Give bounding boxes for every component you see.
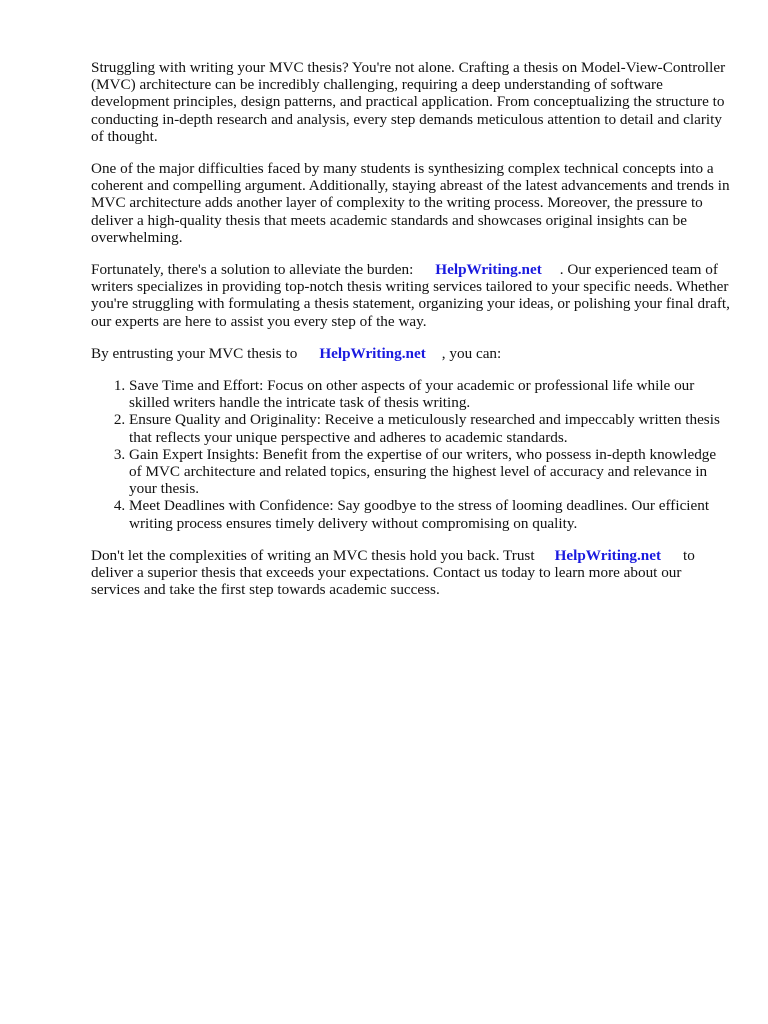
helpwriting-link[interactable]: HelpWriting.net bbox=[435, 261, 542, 279]
solution-paragraph bbox=[91, 261, 731, 330]
list-item: 4. Meet Deadlines with Confidence: Say goodbye to the stress of looming deadlines. Our efficient writing process ensures timely delivery without compromising on quality. bbox=[129, 497, 731, 531]
helpwriting-link[interactable]: HelpWriting.net bbox=[319, 344, 426, 362]
list-item: 3. Gain Expert Insights: Benefit from the expertise of our writers, who possess in-depth knowledge of MVC architecture and related topics, ensuring the highest level of accuracy and relevance in your thesis. bbox=[129, 446, 731, 498]
difficulties-paragraph: One of the major difficulties faced by many students is synthesizing complex technical concepts into a coherent and compelling argument. Additionally, staying abreast of the latest advancements and trends in MVC architecture adds another layer of complexity to the writing process. Moreover, the pressure to deliver a high-quality thesis that meets academic standards and showcases original insights can be overwhelming. bbox=[91, 160, 730, 246]
closing-paragraph bbox=[91, 547, 731, 599]
closing-text-after: to deliver a superior thesis that exceeds your expectations. Contact us today to learn more about our services and take the first step towards academic success. bbox=[91, 546, 695, 599]
entrusting-text-before: By entrusting your MVC thesis to bbox=[91, 344, 298, 362]
benefits-list bbox=[91, 377, 731, 532]
solution-text-before: Fortunately, there's a solution to alleviate the burden: bbox=[91, 261, 414, 279]
helpwriting-link[interactable]: HelpWriting.net bbox=[554, 546, 662, 564]
entrusting-paragraph bbox=[91, 345, 731, 362]
entrusting-text-after: , you can: bbox=[441, 344, 502, 362]
intro-paragraph: Struggling with writing your MVC thesis? You're not alone. Crafting a thesis on Model-View-Controller (MVC) architecture can be incredibly challenging, requiring a deep understanding of software development principles, design patterns, and practical application. From conceptualizing the structure to conducting in-depth research and analysis, every step demands meticulous attention to detail and clarity of thought. bbox=[91, 59, 726, 145]
closing-text-before: Don't let the complexities of writing an MVC thesis hold you back. Trust bbox=[91, 546, 535, 564]
document-page bbox=[91, 59, 731, 613]
list-item: 1. Save Time and Effort: Focus on other aspects of your academic or professional life while our skilled writers handle the intricate task of thesis writing. bbox=[129, 377, 731, 411]
list-item: 2. Ensure Quality and Originality: Receive a meticulously researched and impeccably written thesis that reflects your unique perspective and adheres to academic standards. bbox=[129, 411, 731, 445]
solution-text-after: . Our experienced team of writers specializes in providing top-notch thesis writing services tailored to your specific needs. Whether you're struggling with formulating a thesis statement, organizing your ideas, or polishing your final draft, our experts are here to assist you every step of the way. bbox=[91, 261, 730, 330]
